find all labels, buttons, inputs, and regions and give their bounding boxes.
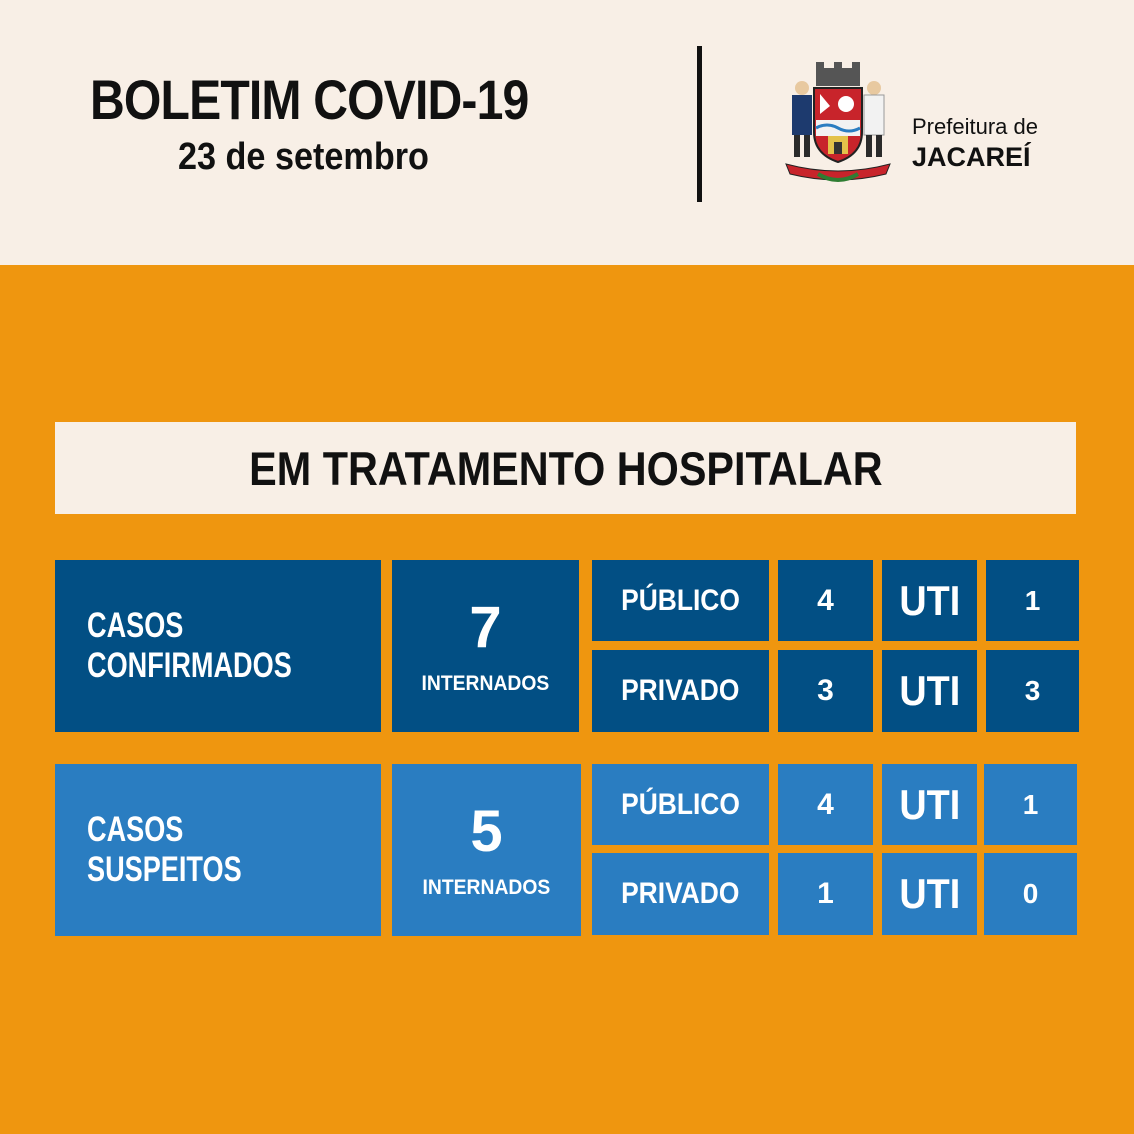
confirmed-private-value: 3 (817, 674, 834, 707)
suspected-private-uti-label-cell (882, 853, 977, 935)
suspected-public-uti-value-cell (984, 764, 1077, 845)
confirmed-private-uti-value: 3 (1024, 675, 1041, 706)
confirmed-public-uti-label: UTI (899, 576, 960, 624)
suspected-label-cell (55, 764, 381, 936)
suspected-private-uti-label: UTI (899, 870, 960, 917)
suspected-public-label-cell (592, 764, 769, 845)
suspected-total-label: INTERNADOS (422, 875, 551, 899)
confirmed-private-uti-label-cell (882, 650, 977, 732)
suspected-label (87, 810, 263, 890)
header (0, 0, 1134, 265)
suspected-total: 5 (470, 798, 503, 864)
suspected-label-line1: CASOS (87, 810, 184, 849)
confirmed-private-value-cell (778, 650, 873, 732)
bulletin-title: BOLETIM COVID-19 (90, 68, 529, 131)
suspected-private-uti-value-cell (984, 853, 1077, 935)
confirmed-private-label-cell (592, 650, 769, 732)
confirmed-label-line2: CONFIRMADOS (87, 646, 292, 685)
suspected-public-label: PÚBLICO (621, 787, 740, 821)
suspected-public-uti-label-cell (882, 764, 977, 845)
suspected-private-uti-value: 0 (1022, 878, 1039, 909)
confirmed-total-cell (392, 560, 579, 732)
confirmed-label-cell (55, 560, 381, 732)
confirmed-public-uti-label-cell (882, 560, 977, 641)
confirmed-public-value: 4 (817, 583, 834, 617)
bulletin-date: 23 de setembro (178, 136, 429, 178)
confirmed-label-line1: CASOS (87, 606, 184, 645)
section-title: EM TRATAMENTO HOSPITALAR (248, 441, 883, 495)
confirmed-public-uti-value-cell (986, 560, 1079, 641)
header-divider (697, 46, 702, 202)
section-banner (55, 422, 1076, 514)
suspected-label-line2: SUSPEITOS (87, 850, 242, 889)
confirmed-label (87, 606, 320, 686)
suspected-total-cell (392, 764, 581, 936)
confirmed-public-label: PÚBLICO (621, 583, 740, 617)
confirmed-public-uti-value: 1 (1024, 584, 1041, 616)
org-name-line2: JACAREÍ (912, 142, 1031, 172)
confirmed-total-label: INTERNADOS (421, 671, 550, 695)
suspected-private-value: 1 (817, 877, 834, 910)
suspected-private-label-cell (592, 853, 769, 935)
confirmed-public-value-cell (778, 560, 873, 641)
suspected-public-uti-value: 1 (1022, 788, 1039, 820)
org-name-line1: Prefeitura de (912, 114, 1038, 139)
confirmed-private-uti-value-cell (986, 650, 1079, 732)
confirmed-private-uti-label: UTI (899, 667, 960, 714)
confirmed-total: 7 (469, 594, 502, 660)
coat-of-arms-icon (778, 62, 898, 188)
confirmed-private-label: PRIVADO (621, 674, 740, 707)
suspected-private-value-cell (778, 853, 873, 935)
suspected-public-value: 4 (817, 787, 834, 821)
confirmed-public-label-cell (592, 560, 769, 641)
suspected-private-label: PRIVADO (621, 877, 740, 910)
suspected-public-value-cell (778, 764, 873, 845)
suspected-public-uti-label: UTI (899, 780, 960, 828)
